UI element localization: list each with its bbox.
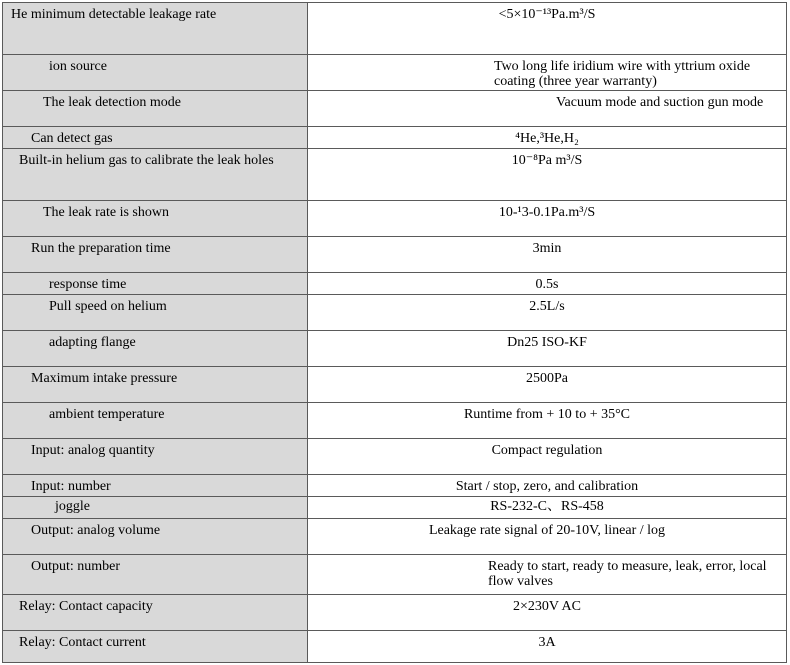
spec-label: Input: number [3, 475, 308, 497]
spec-label: Built-in helium gas to calibrate the leak holes [3, 149, 308, 201]
spec-value: 2.5L/s [308, 295, 787, 331]
spec-value: Two long life iridium wire with yttrium oxide coating (three year warranty) [308, 55, 787, 91]
table-row [3, 3, 787, 55]
table-row [3, 631, 787, 663]
spec-value: 10⁻⁸Pa m³/S [308, 149, 787, 201]
spec-label: Output: number [3, 555, 308, 595]
spec-label: He minimum detectable leakage rate [3, 3, 308, 55]
spec-label: Relay: Contact current [3, 631, 308, 663]
spec-value: RS-232-C、RS-458 [308, 497, 787, 519]
spec-label: ion source [3, 55, 308, 91]
table-row [3, 519, 787, 555]
table-row [3, 331, 787, 367]
spec-value: 2×230V AC [308, 595, 787, 631]
table-row [3, 295, 787, 331]
spec-value: 3min [308, 237, 787, 273]
table-row [3, 367, 787, 403]
table-row [3, 237, 787, 273]
table-row [3, 403, 787, 439]
spec-label: The leak detection mode [3, 91, 308, 127]
spec-value: 0.5s [308, 273, 787, 295]
table-row [3, 273, 787, 295]
spec-label: The leak rate is shown [3, 201, 308, 237]
specifications-table [2, 2, 787, 663]
spec-value: ⁴He,³He,H₂ [308, 127, 787, 149]
spec-value: Ready to start, ready to measure, leak, error, local flow valves [308, 555, 787, 595]
spec-label: ambient temperature [3, 403, 308, 439]
spec-value: Dn25 ISO-KF [308, 331, 787, 367]
spec-value: <5×10⁻¹³Pa.m³/S [308, 3, 787, 55]
spec-label: Output: analog volume [3, 519, 308, 555]
table-row [3, 55, 787, 91]
table-row [3, 497, 787, 519]
table-row [3, 439, 787, 475]
spec-label: response time [3, 273, 308, 295]
spec-label: Can detect gas [3, 127, 308, 149]
spec-label: Run the preparation time [3, 237, 308, 273]
spec-value: Compact regulation [308, 439, 787, 475]
spec-value: Leakage rate signal of 20-10V, linear / log [308, 519, 787, 555]
table-row [3, 91, 787, 127]
spec-value: 10-¹3-0.1Pa.m³/S [308, 201, 787, 237]
spec-label: Relay: Contact capacity [3, 595, 308, 631]
spec-value: 2500Pa [308, 367, 787, 403]
spec-label: Pull speed on helium [3, 295, 308, 331]
spec-label: joggle [3, 497, 308, 519]
spec-label: adapting flange [3, 331, 308, 367]
table-row [3, 149, 787, 201]
spec-label: Maximum intake pressure [3, 367, 308, 403]
table-row [3, 475, 787, 497]
table-row [3, 595, 787, 631]
table-row [3, 127, 787, 149]
table-row [3, 555, 787, 595]
table-row [3, 201, 787, 237]
spec-value: 3A [308, 631, 787, 663]
spec-label: Input: analog quantity [3, 439, 308, 475]
spec-value: Vacuum mode and suction gun mode [308, 91, 787, 127]
spec-value: Start / stop, zero, and calibration [308, 475, 787, 497]
spec-value: Runtime from + 10 to + 35°C [308, 403, 787, 439]
